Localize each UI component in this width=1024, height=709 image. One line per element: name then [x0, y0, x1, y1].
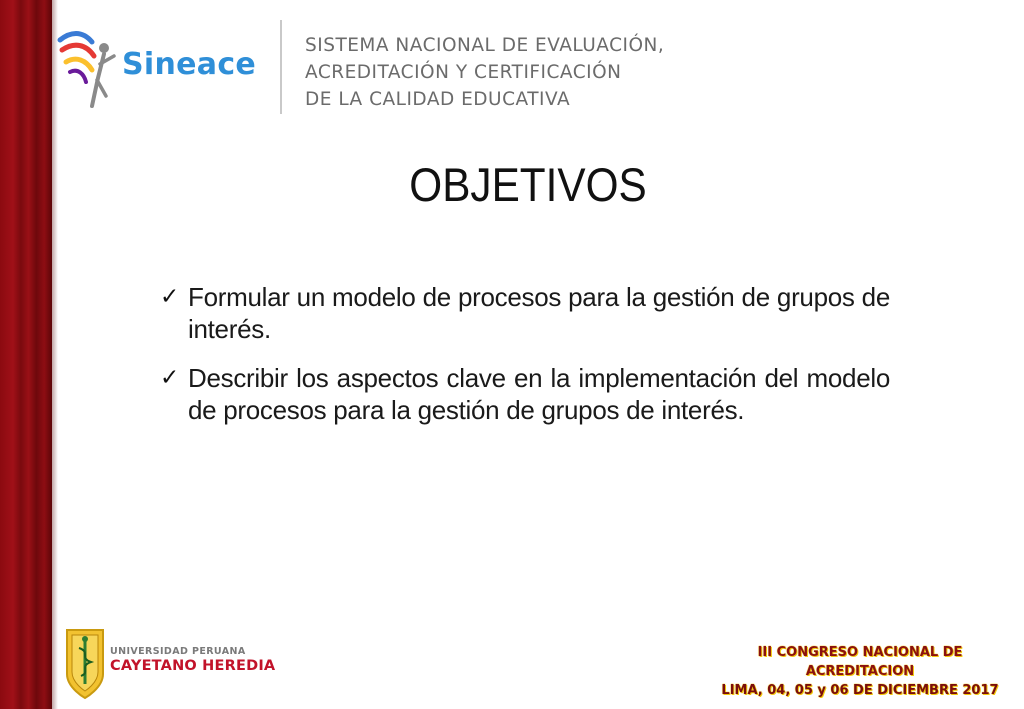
- objectives-list: [160, 281, 890, 443]
- checkmark-icon: ✓: [160, 284, 179, 310]
- checkmark-icon: ✓: [160, 365, 179, 391]
- upch-shield-logo-icon: [63, 626, 107, 700]
- slide-title: OBJETIVOS: [409, 158, 647, 211]
- list-item: [160, 362, 890, 426]
- event-line: ACREDITACION: [805, 664, 915, 679]
- left-decorative-band: [0, 0, 52, 709]
- header-title-line: DE LA CALIDAD EDUCATIVA: [305, 89, 571, 110]
- event-line: III CONGRESO NACIONAL DE: [757, 645, 963, 660]
- list-item-text: Describir los aspectos clave en la implementación del modelo de procesos para la gestión de grupos de interés.: [188, 363, 890, 425]
- header-divider: [280, 20, 282, 114]
- header-title: [305, 32, 705, 113]
- event-date: LIMA, 04, 05 y 06 DE DICIEMBRE 2017: [721, 683, 999, 698]
- university-line2: CAYETANO HEREDIA: [110, 658, 276, 674]
- header-title-line: SISTEMA NACIONAL DE EVALUACIÓN,: [305, 35, 665, 56]
- university-name: [110, 646, 275, 674]
- header-title-line: ACREDITACIÓN Y CERTIFICACIÓN: [305, 62, 622, 83]
- university-line1: UNIVERSIDAD PERUANA: [110, 646, 246, 657]
- sineace-logo-icon: [52, 18, 118, 114]
- list-item: [160, 281, 890, 345]
- brand-name: Sineace: [122, 47, 257, 82]
- list-item-text: Formular un modelo de procesos para la gestión de grupos de interés.: [188, 282, 890, 344]
- event-info: [690, 643, 1024, 700]
